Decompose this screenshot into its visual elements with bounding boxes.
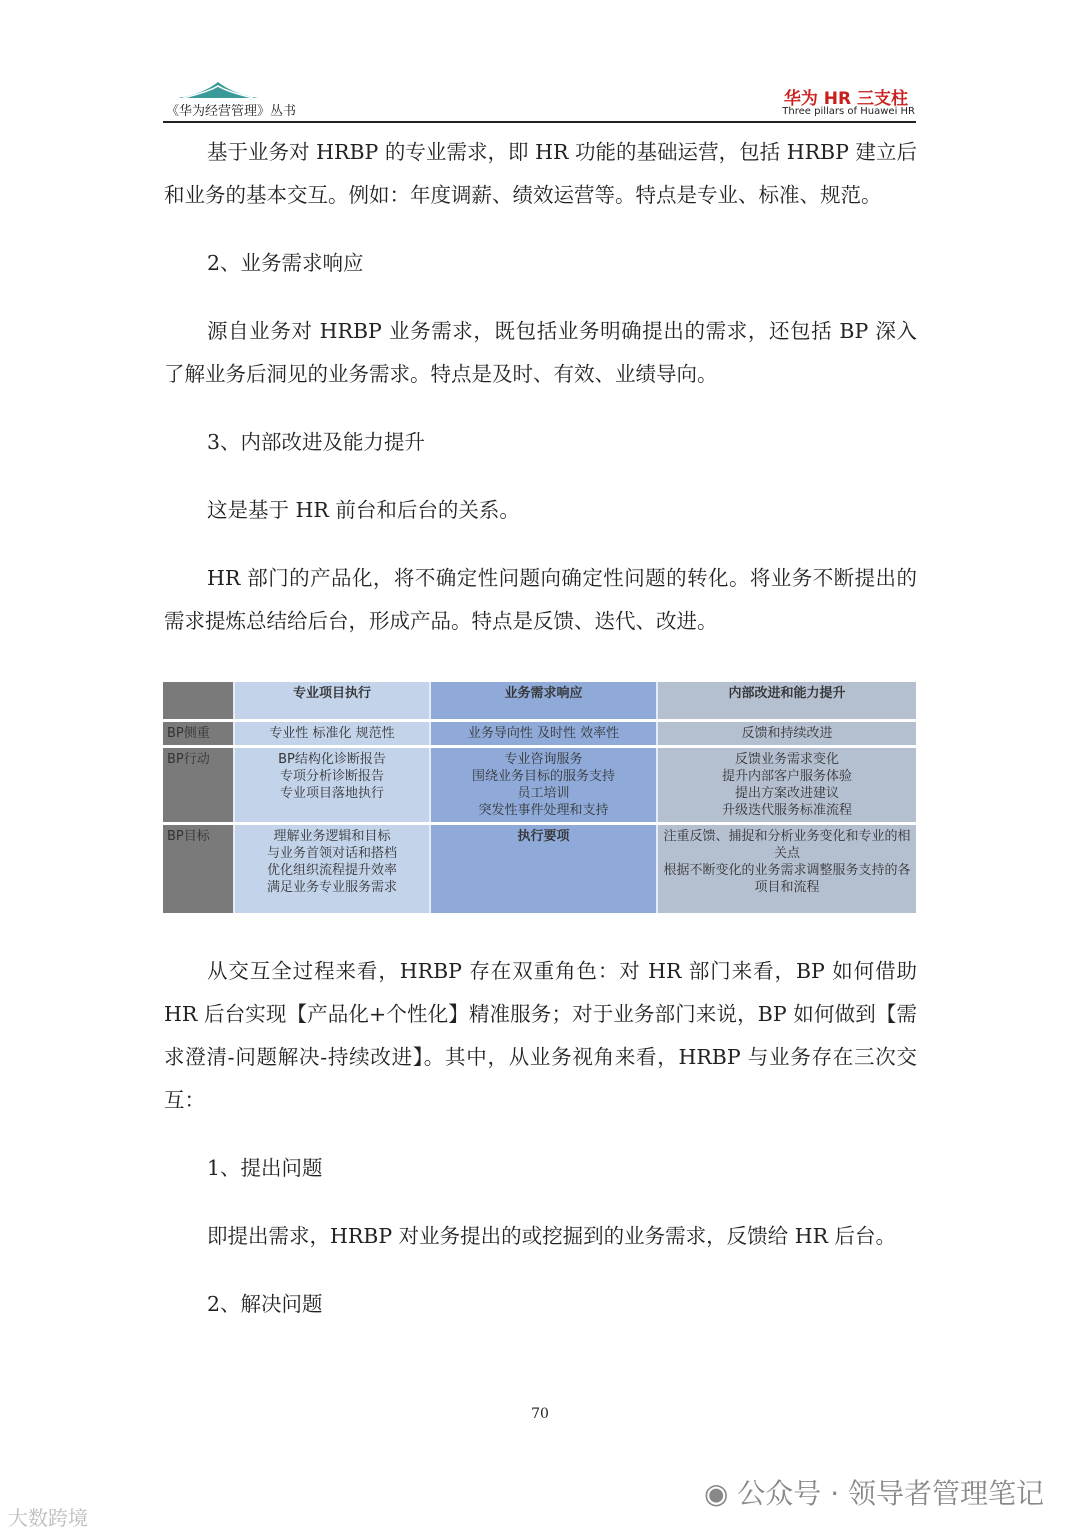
table-row (163, 825, 916, 913)
mountain-logo-icon (178, 80, 258, 100)
paragraph: 这是基于 HR 前台和后台的关系。 (207, 498, 520, 522)
table-header-cell: 内部改进和能力提升 (656, 682, 916, 719)
wechat-icon: ◉ (703, 1477, 738, 1510)
table-cell: 执行要项 (429, 825, 656, 913)
wechat-watermark: ◉ 公众号 · 领导者管理笔记 (703, 1477, 1044, 1510)
table-cell: 反馈业务需求变化 提升内部客户服务体验 提出方案改进建议 升级迭代服务标准流程 (656, 748, 916, 822)
table-row (163, 722, 916, 745)
section-heading: 2、解决问题 (207, 1292, 323, 1316)
paragraph: 从交互全过程来看，HRBP 存在双重角色：对 HR 部门来看，BP 如何借助 HR 后台实现【产品化+个性化】精准服务；对于业务部门来说，BP 如何做到【需求澄清-问题解决-持续改进】。其中，从业务视角来看，HRBP 与业务存在三次交互： (164, 959, 917, 1112)
table-cell: 注重反馈、捕捉和分析业务变化和专业的相关点 根据不断变化的业务需求调整服务支持的各项目和流程 (656, 825, 916, 913)
table-cell: 业务导向性 及时性 效率性 (429, 722, 656, 745)
section-heading: 2、业务需求响应 (207, 251, 364, 275)
paragraph: 源自业务对 HRBP 业务需求，既包括业务明确提出的需求，还包括 BP 深入了解业务后洞见的业务需求。特点是及时、有效、业绩导向。 (164, 319, 917, 386)
row-label: BP目标 (163, 825, 233, 913)
table-header-cell: 专业项目执行 (233, 682, 429, 719)
table-cell: 专业性 标准化 规范性 (233, 722, 429, 745)
section-heading: 3、内部改进及能力提升 (207, 430, 426, 454)
table-header-row (163, 682, 916, 719)
book-title: 华为 HR 三支柱 (783, 89, 908, 109)
row-label: BP行动 (163, 748, 233, 822)
book-subtitle: Three pillars of Huawei HR (782, 106, 915, 117)
body-text-bottom (164, 950, 917, 1351)
paragraph: 基于业务对 HRBP 的专业需求，即 HR 功能的基础运营，包括 HRBP 建立后和业务的基本交互。例如：年度调薪、绩效运营等。特点是专业、标准、规范。 (164, 140, 917, 207)
table-cell: BP结构化诊断报告 专项分析诊断报告 专业项目落地执行 (233, 748, 429, 822)
paragraph: 即提出需求，HRBP 对业务提出的或挖掘到的业务需求，反馈给 HR 后台。 (207, 1224, 897, 1248)
table-cell: 理解业务逻辑和目标 与业务首领对话和搭档 优化组织流程提升效率 满足业务专业服务需求 (233, 825, 429, 913)
page-number: 70 (531, 1406, 549, 1422)
table-cell: 专业咨询服务 围绕业务目标的服务支持 员工培训 突发性事件处理和支持 (429, 748, 656, 822)
table-cell: 反馈和持续改进 (656, 722, 916, 745)
body-text-top (164, 131, 917, 668)
corner-watermark: 大数跨境 (8, 1506, 88, 1530)
header-divider (163, 121, 916, 123)
table-header-cell: 业务需求响应 (429, 682, 656, 719)
row-label: BP侧重 (163, 722, 233, 745)
table-header-cell (163, 682, 233, 719)
section-heading: 1、提出问题 (207, 1156, 323, 1180)
paragraph: HR 部门的产品化，将不确定性问题向确定性问题的转化。将业务不断提出的需求提炼总结给后台，形成产品。特点是反馈、迭代、改进。 (164, 566, 917, 633)
hrbp-role-table (163, 679, 916, 916)
table-row (163, 748, 916, 822)
series-title: 《华为经营管理》丛书 (166, 104, 297, 119)
